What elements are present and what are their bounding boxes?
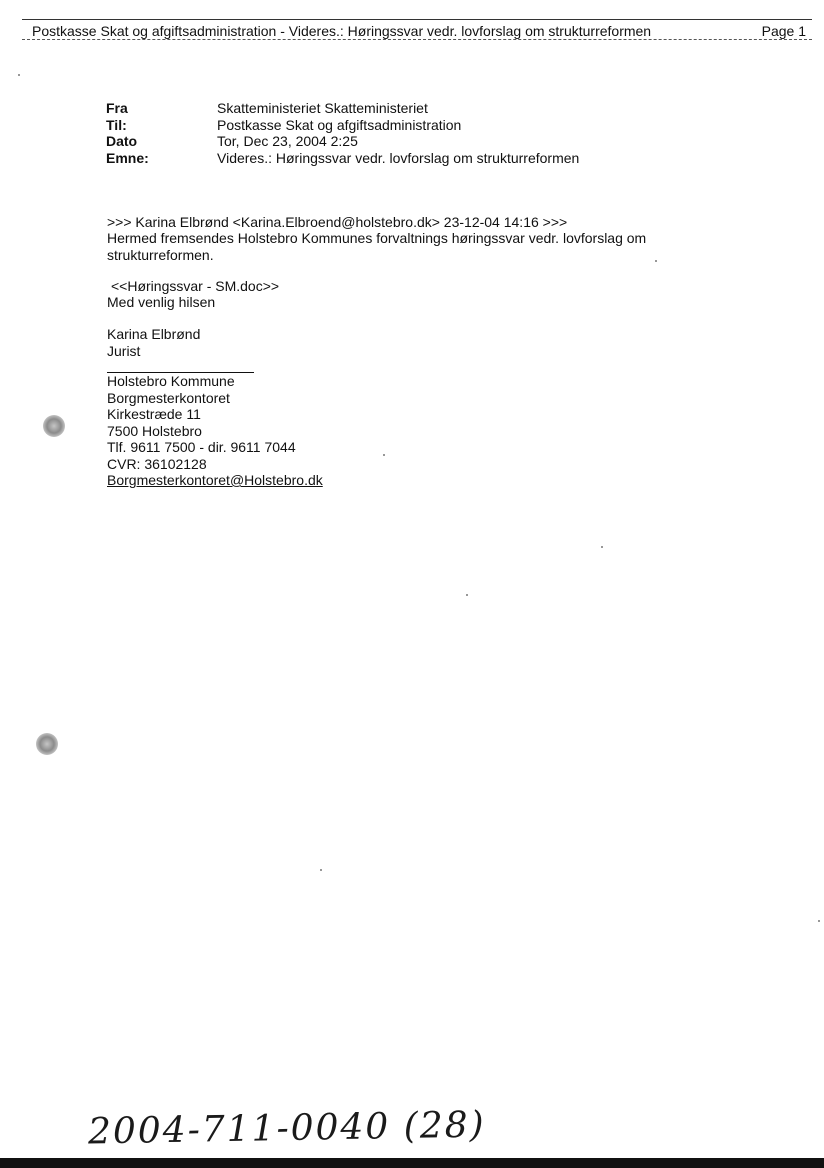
signer-title: Jurist bbox=[107, 342, 141, 359]
handwritten-case-number: 2004-711-0040 (28) bbox=[87, 1104, 486, 1153]
org-street: Kirkestræde 11 bbox=[107, 406, 201, 422]
header-bottom-rule bbox=[22, 39, 812, 40]
org-phone: Tlf. 9611 7500 - dir. 9611 7044 bbox=[107, 439, 296, 455]
email-meta-table bbox=[106, 100, 579, 166]
scan-bottom-edge bbox=[0, 1158, 824, 1168]
closing-greeting: Med venlig hilsen bbox=[107, 294, 216, 310]
print-header bbox=[22, 22, 812, 40]
punch-hole-mark bbox=[43, 415, 65, 437]
attachment-reference: <<Høringssvar - SM.doc>> bbox=[111, 278, 280, 294]
scan-speck bbox=[320, 869, 322, 871]
org-department: Borgmesterkontoret bbox=[107, 389, 230, 406]
org-city: 7500 Holstebro bbox=[107, 422, 202, 439]
meta-label-to: Til: bbox=[106, 116, 127, 133]
meta-value-date: Tor, Dec 23, 2004 2:25 bbox=[217, 133, 358, 149]
org-email-link[interactable]: Borgmesterkontoret@Holstebro.dk bbox=[107, 472, 323, 488]
scan-speck bbox=[18, 74, 20, 76]
meta-label-date: Dato bbox=[106, 133, 138, 149]
page-number: Page 1 bbox=[761, 23, 806, 39]
signature-block bbox=[107, 326, 667, 359]
organization-block bbox=[107, 373, 667, 489]
scan-speck bbox=[466, 594, 468, 596]
punch-hole-mark bbox=[36, 733, 58, 755]
meta-row-subject bbox=[106, 150, 579, 167]
org-name: Holstebro Kommune bbox=[107, 373, 235, 389]
quoted-sender-line: >>> Karina Elbrønd <Karina.Elbroend@holstebro.dk> 23-12-04 14:16 >>> bbox=[107, 214, 568, 230]
scan-speck bbox=[655, 260, 657, 262]
meta-value-subject: Videres.: Høringssvar vedr. lovforslag om strukturreformen bbox=[217, 149, 580, 166]
signer-name: Karina Elbrønd bbox=[107, 326, 201, 342]
meta-row-to bbox=[106, 117, 579, 134]
meta-row-from bbox=[106, 100, 579, 117]
meta-row-date bbox=[106, 133, 579, 150]
meta-label-subject: Emne: bbox=[106, 149, 149, 166]
header-title: Postkasse Skat og afgiftsadministration - Videres.: Høringssvar vedr. lovforslag om strukturreformen bbox=[32, 23, 652, 39]
message-intro: Hermed fremsendes Holstebro Kommunes forvaltnings høringssvar vedr. lovforslag om strukturreformen. bbox=[107, 230, 647, 263]
meta-label-from: Fra bbox=[106, 100, 128, 116]
org-cvr: CVR: 36102128 bbox=[107, 455, 207, 472]
meta-value-to: Postkasse Skat og afgiftsadministration bbox=[217, 116, 462, 133]
scan-speck bbox=[601, 546, 603, 548]
scan-speck bbox=[818, 920, 820, 922]
meta-value-from: Skatteministeriet Skatteministeriet bbox=[217, 100, 428, 116]
scan-speck bbox=[383, 454, 385, 456]
header-top-rule bbox=[22, 19, 812, 20]
